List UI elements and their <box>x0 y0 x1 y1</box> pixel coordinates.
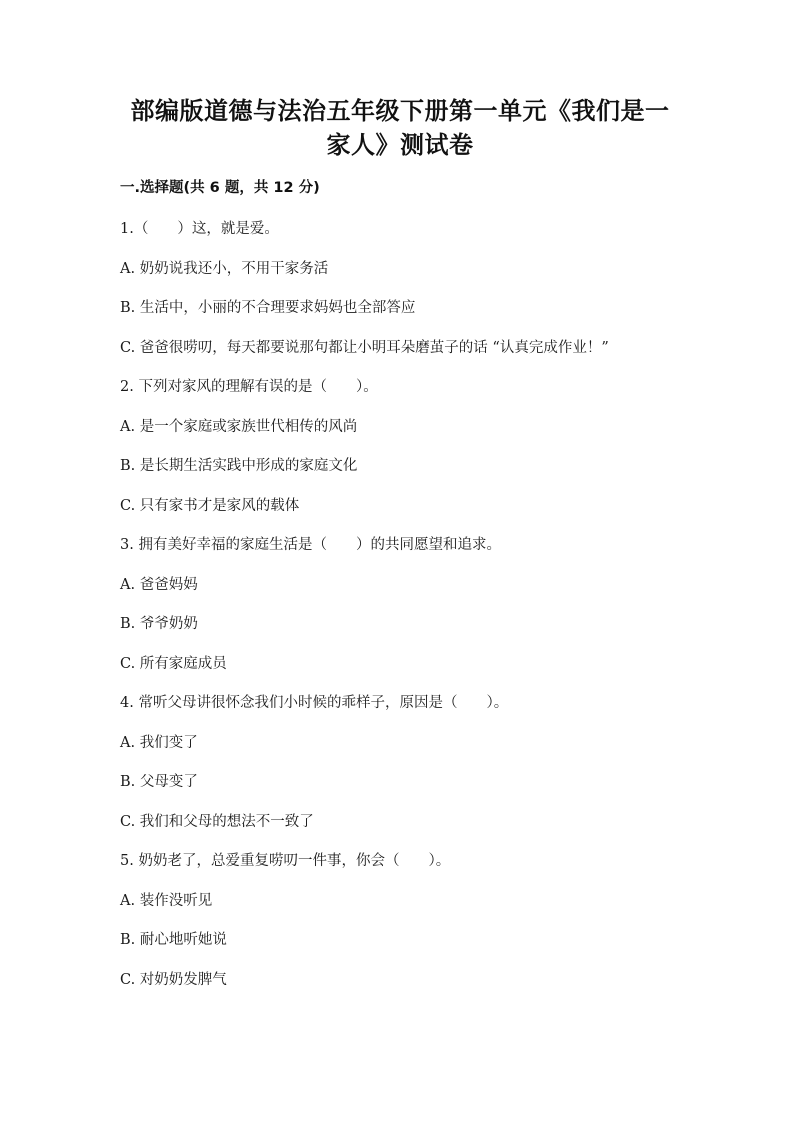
question-3-option-a: A. 爸爸妈妈 <box>120 577 198 593</box>
question-1-option-b: B. 生活中，小丽的不合理要求妈妈也全部答应 <box>120 300 416 316</box>
section-heading: 一.选择题(共 6 题，共 12 分) <box>120 180 320 196</box>
question-1-option-a: A. 奶奶说我还小，不用干家务活 <box>120 261 329 277</box>
question-4-stem: 4. 常听父母讲很怀念我们小时候的乖样子，原因是（ ）。 <box>120 695 509 711</box>
question-3-option-b: B. 爷爷奶奶 <box>120 616 198 632</box>
question-5-option-c: C. 对奶奶发脾气 <box>120 972 227 988</box>
question-1-stem: 1.（ ）这，就是爱。 <box>120 221 279 237</box>
question-2-stem: 2. 下列对家风的理解有误的是（ ）。 <box>120 379 378 395</box>
question-3-stem: 3. 拥有美好幸福的家庭生活是（ ）的共同愿望和追求。 <box>120 537 501 553</box>
question-5-stem: 5. 奶奶老了，总爱重复唠叨一件事，你会（ ）。 <box>120 853 451 869</box>
question-2-option-b: B. 是长期生活实践中形成的家庭文化 <box>120 458 358 474</box>
question-1-option-c: C. 爸爸很唠叨，每天都要说那句都让小明耳朵磨茧子的话 “认真完成作业！” <box>120 340 609 356</box>
question-4-option-c: C. 我们和父母的想法不一致了 <box>120 814 314 830</box>
title-line-1: 部编版道德与法治五年级下册第一单元《我们是一 <box>130 96 670 125</box>
document-title <box>110 94 690 162</box>
question-2-option-a: A. 是一个家庭或家族世代相传的风尚 <box>120 419 358 435</box>
question-2-option-c: C. 只有家书才是家风的载体 <box>120 498 300 514</box>
question-5-option-a: A. 装作没听见 <box>120 893 213 909</box>
question-4-option-a: A. 我们变了 <box>120 735 198 751</box>
title-line-2: 家人》测试卷 <box>326 130 474 159</box>
question-4-option-b: B. 父母变了 <box>120 774 198 790</box>
question-5-option-b: B. 耐心地听她说 <box>120 932 227 948</box>
question-3-option-c: C. 所有家庭成员 <box>120 656 227 672</box>
